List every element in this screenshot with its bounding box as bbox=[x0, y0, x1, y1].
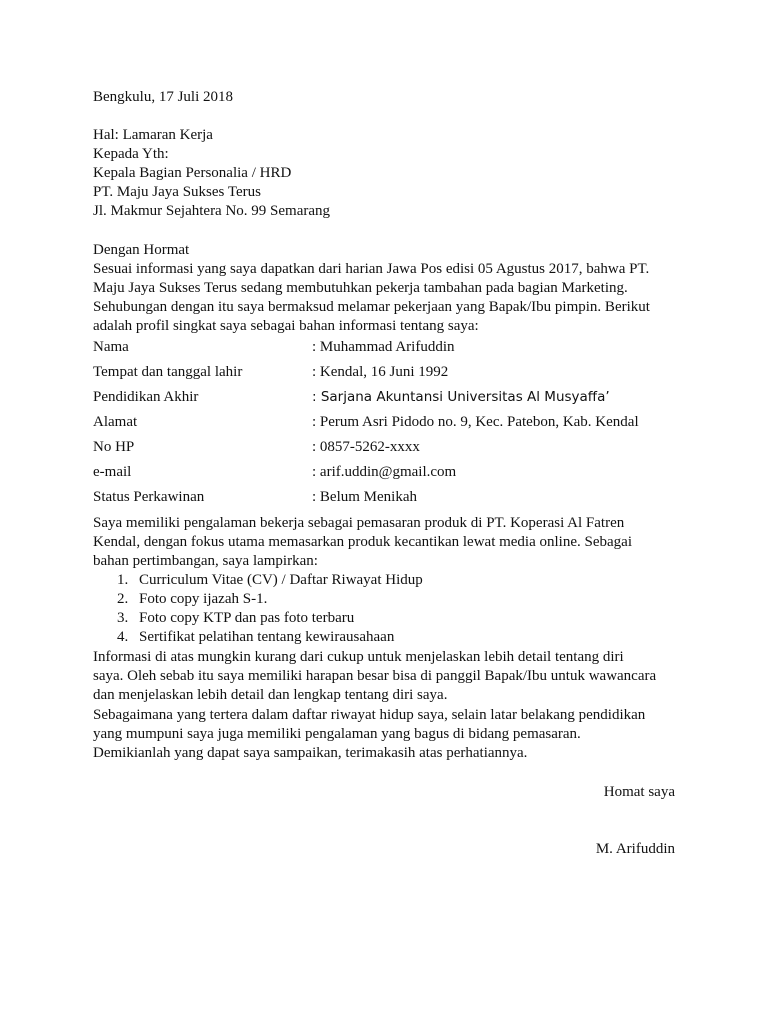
intro-paragraph-line: Sesuai informasi yang saya dapatkan dari harian Jawa Pos edisi 05 Agustus 2017, bahwa PT. bbox=[93, 261, 650, 277]
profile-label-pendidikan: Pendidikan Akhir bbox=[93, 389, 199, 405]
profile-value-email: : arif.uddin@gmail.com bbox=[312, 464, 457, 480]
greeting: Dengan Hormat bbox=[93, 242, 190, 258]
profile-label-alamat: Alamat bbox=[93, 414, 138, 430]
sign-off: Homat saya bbox=[603, 784, 675, 800]
list-item-number: 3. bbox=[117, 610, 129, 626]
experience-paragraph-line: Saya memiliki pengalaman bekerja sebagai pemasaran produk di PT. Koperasi Al Fatren bbox=[93, 515, 625, 531]
profile-label-hp: No HP bbox=[93, 439, 135, 455]
closing-paragraph-line: dan menjelaskan lebih detail dan lengkap tentang diri saya. bbox=[93, 687, 448, 703]
signature-name: M. Arifuddin bbox=[595, 841, 675, 857]
intro-paragraph-line: adalah profil singkat saya sebagai bahan informasi tentang saya: bbox=[93, 318, 479, 334]
letter-date: Bengkulu, 17 Juli 2018 bbox=[93, 89, 234, 105]
list-item-number: 4. bbox=[117, 629, 129, 645]
closing-paragraph-line: Informasi di atas mungkin kurang dari cukup untuk menjelaskan lebih detail tentang diri bbox=[93, 649, 624, 665]
intro-paragraph-line: Maju Jaya Sukses Terus sedang membutuhkan pekerja tambahan pada bagian Marketing. bbox=[93, 280, 628, 296]
profile-label-email: e-mail bbox=[93, 464, 132, 480]
recipient-company: PT. Maju Jaya Sukses Terus bbox=[93, 184, 261, 200]
experience-paragraph-line: Kendal, dengan fokus utama memasarkan produk kecantikan lewat media online. Sebagai bbox=[93, 534, 632, 550]
addressee-intro: Kepada Yth: bbox=[93, 146, 169, 162]
profile-value-alamat: : Perum Asri Pidodo no. 9, Kec. Patebon, Kab. Kendal bbox=[312, 414, 639, 430]
experience-paragraph-line: bahan pertimbangan, saya lampirkan: bbox=[93, 553, 318, 569]
profile-value-nama: : Muhammad Arifuddin bbox=[312, 339, 455, 355]
profile-label-ttl: Tempat dan tanggal lahir bbox=[93, 364, 243, 380]
list-item-number: 1. bbox=[117, 572, 129, 588]
profile-value-ttl: : Kendal, 16 Juni 1992 bbox=[312, 364, 449, 380]
profile-value-hp: : 0857-5262-xxxx bbox=[312, 439, 420, 455]
list-item-number: 2. bbox=[117, 591, 129, 607]
profile-label-status: Status Perkawinan bbox=[93, 489, 205, 505]
closing-paragraph-line: Demikianlah yang dapat saya sampaikan, terimakasih atas perhatiannya. bbox=[93, 745, 528, 761]
closing-paragraph-line: saya. Oleh sebab itu saya memiliki harapan besar bisa di panggil Bapak/Ibu untuk wawancara bbox=[93, 668, 657, 684]
recipient-address: Jl. Makmur Sejahtera No. 99 Semarang bbox=[93, 203, 331, 219]
closing-paragraph-line: yang mumpuni saya juga memiliki pengalaman yang bagus di bidang pemasaran. bbox=[93, 726, 581, 742]
recipient-title: Kepala Bagian Personalia / HRD bbox=[93, 165, 292, 181]
subject-line: Hal: Lamaran Kerja bbox=[93, 127, 213, 143]
profile-label-nama: Nama bbox=[93, 339, 129, 355]
profile-value-status: : Belum Menikah bbox=[312, 489, 417, 505]
list-item: Foto copy KTP dan pas foto terbaru bbox=[139, 610, 355, 626]
list-item: Curriculum Vitae (CV) / Daftar Riwayat Hidup bbox=[139, 572, 423, 588]
intro-paragraph-line: Sehubungan dengan itu saya bermaksud melamar pekerjaan yang Bapak/Ibu pimpin. Berikut bbox=[93, 299, 650, 315]
list-item: Sertifikat pelatihan tentang kewirausahaan bbox=[139, 629, 395, 645]
profile-value-pendidikan: : Sarjana Akuntansi Universitas Al Musyaffa’ bbox=[312, 389, 610, 405]
closing-paragraph-line: Sebagaimana yang tertera dalam daftar riwayat hidup saya, selain latar belakang pendidikan bbox=[93, 707, 646, 723]
list-item: Foto copy ijazah S-1. bbox=[139, 591, 268, 607]
